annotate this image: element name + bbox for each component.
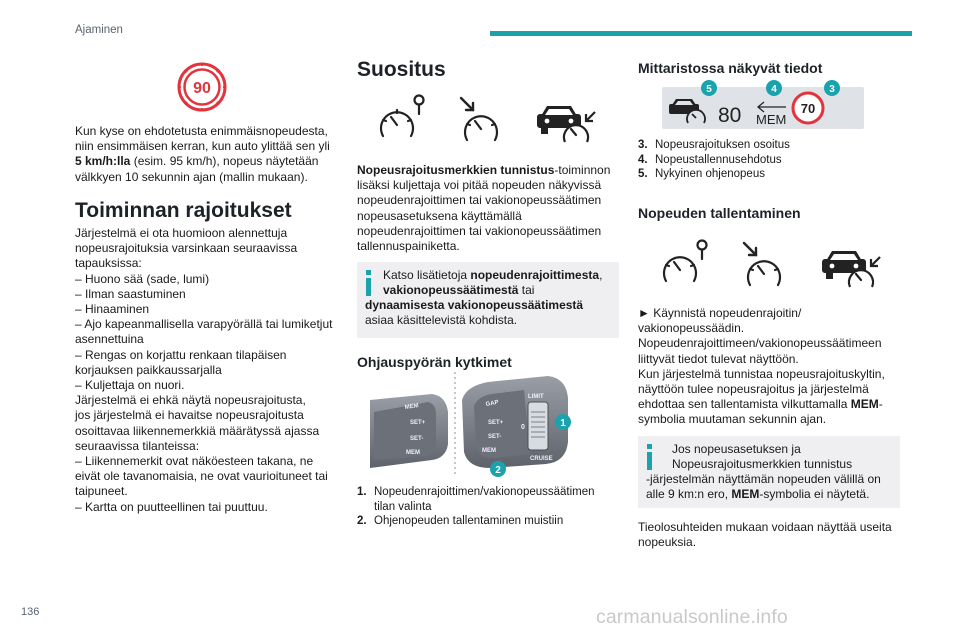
- stalk-label-mem-left: MEM: [404, 403, 420, 411]
- col1-limitations-text: Järjestelmä ei ota huomioon alennettuja nopeusrajoituksia varsinkaan seuraavissa tapauksissa: – Huono sää (sade, lumi) – Ilman saastuminen – Hinaaminen – Ajo kapeanmallisella varapyörällä tai lumiketjut asennettuina – Rengas on korjattu renkaan tilapäisen korjauksen paikkaussarjalla – Kuljettaja on nuori. Järjestelmä ei ehkä näytä nopeusrajoitusta, jos järjestelmä ei havaitse nopeusrajoitusta osoittavaa liikennemerkkiä määrätyssä ajassa seuraavissa tilanteissa: – Liikennemerkit ovat näköesteen takana, ne eivät ole tavanomaisia, ne ovat vaurioituneet tai taipuneet. – Kartta on puutteellinen tai puuttuu.: [75, 226, 333, 514]
- stalk-label-cruise: CRUISE: [530, 456, 553, 462]
- speed-limit-sign-icon: [176, 61, 228, 113]
- stalk-label-zero: 0: [521, 424, 525, 431]
- stalk-label-limit: LIMIT: [528, 394, 544, 400]
- car-speed-icon: [537, 106, 595, 142]
- list-item: 4. Nopeustallennusehdotus: [638, 153, 782, 166]
- col3-numbered-list: [638, 138, 900, 182]
- list-item: 1. Nopeudenrajoittimen/vakionopeussäätimen tilan valinta: [357, 486, 595, 513]
- stalk-label-set-minus-left: SET-: [410, 436, 424, 442]
- watermark: carmanualsonline.info: [596, 606, 788, 628]
- car-gauge-icon: [669, 99, 705, 123]
- sign-value: 90: [193, 80, 211, 97]
- col2-paragraph: Nopeusrajoitusmerkkien tunnistus-toiminnon lisäksi kuljettaja voi pitää nopeuden näkyvissä nopeudenrajoittimen tai vakionopeussäätimen nopeusasetuksena käyttämällä nopeudenrajoittimen tai vakionopeussäätimen tallennuspainiketta.: [357, 163, 611, 254]
- heading-steering-switches: Ohjauspyörän kytkimet: [357, 354, 512, 370]
- speed-icons-row-2: [660, 237, 882, 295]
- col1-intro: Kun kyse on ehdotetusta enimmäisnopeudesta, niin ensimmäisen kerran, kun auto ylittää sen yli 5 km/h:lla (esim. 95 km/h), nopeus näytetään välkkyen 10 sekunnin ajan (mallin mukaan).: [75, 124, 330, 184]
- callout-3: 3: [829, 84, 835, 95]
- info-icon: [366, 270, 371, 296]
- list-item: 3. Nopeusrajoituksen osoitus: [638, 139, 790, 151]
- speedometer-arrow-icon: [744, 243, 780, 285]
- heading-speed-memorisation: Nopeuden tallentaminen: [638, 205, 801, 221]
- display-speed: 80: [718, 104, 742, 127]
- col3-paragraph: ► Käynnistä nopeudenrajoitin/ vakionopeussäädin. Nopeudenrajoittimeen/vakionopeussäätimeen liittyvät tiedot tulevat näyttöön. Kun järjestelmä tunnistaa nopeusrajoituskyltin, näyttöön tulee nopeusrajoitus ja järjestelmä ehdottaa sen tallentamista vilkuttamalla MEM- symbolia muutaman sekunnin ajan.: [638, 306, 885, 427]
- steering-stalk-illustration: [370, 372, 580, 480]
- stalk-label-set-plus-right: SET+: [488, 420, 504, 426]
- speedometer-arrow-icon: [461, 98, 497, 140]
- stalk-label-mem-left-lower: MEM: [406, 450, 420, 456]
- heading-display-info: Mittaristossa näkyvät tiedot: [638, 60, 823, 76]
- info-icon: [647, 444, 652, 470]
- callout-5: 5: [706, 84, 712, 95]
- speedometer-pin-icon: [381, 96, 424, 137]
- info-note: Katso lisätietoja nopeudenrajoittimesta, vakionopeussäätimestä tai dynaamisesta vakionopeussäätimestä asiaa käsittelevistä kohdista.: [357, 262, 619, 338]
- speed-icons-row: [377, 92, 597, 150]
- header-accent-bar: [490, 31, 912, 36]
- stalk-label-mem-right: MEM: [482, 448, 496, 454]
- display-sign-value: 70: [800, 101, 816, 116]
- display-mem: MEM: [756, 112, 787, 127]
- heading-recommendation: Suositus: [357, 58, 446, 81]
- speed-sign-90: [176, 61, 228, 113]
- page-number: 136: [21, 606, 40, 618]
- list-item: 2. Ohjenopeuden tallentaminen muistiin: [357, 515, 564, 527]
- col3-final: Tieolosuhteiden mukaan voidaan näyttää useita nopeuksia.: [638, 520, 892, 550]
- stalk-label-set-minus-right: SET-: [488, 434, 502, 440]
- col2-numbered-list: [357, 485, 619, 529]
- info-note-2: Jos nopeusasetuksen ja Nopeusrajoitusmerkkien tunnistus -järjestelmän näyttämän nopeuden välillä on alle 9 km:n ero, MEM-symbolia ei näytetä.: [638, 436, 900, 508]
- list-item: 5. Nykyinen ohjenopeus: [638, 168, 765, 180]
- svg-text:2: 2: [495, 465, 501, 476]
- svg-text:1: 1: [560, 418, 566, 429]
- heading-limitations: Toiminnan rajoitukset: [75, 199, 292, 222]
- display-callouts: [700, 79, 870, 97]
- car-speed-icon: [822, 251, 880, 287]
- callout-4: 4: [771, 84, 777, 95]
- stalk-label-gap: GAP: [485, 399, 500, 408]
- stalk-label-set-plus-left: SET+: [410, 420, 426, 426]
- section-title: Ajaminen: [75, 24, 123, 36]
- speedometer-pin-icon: [664, 241, 707, 282]
